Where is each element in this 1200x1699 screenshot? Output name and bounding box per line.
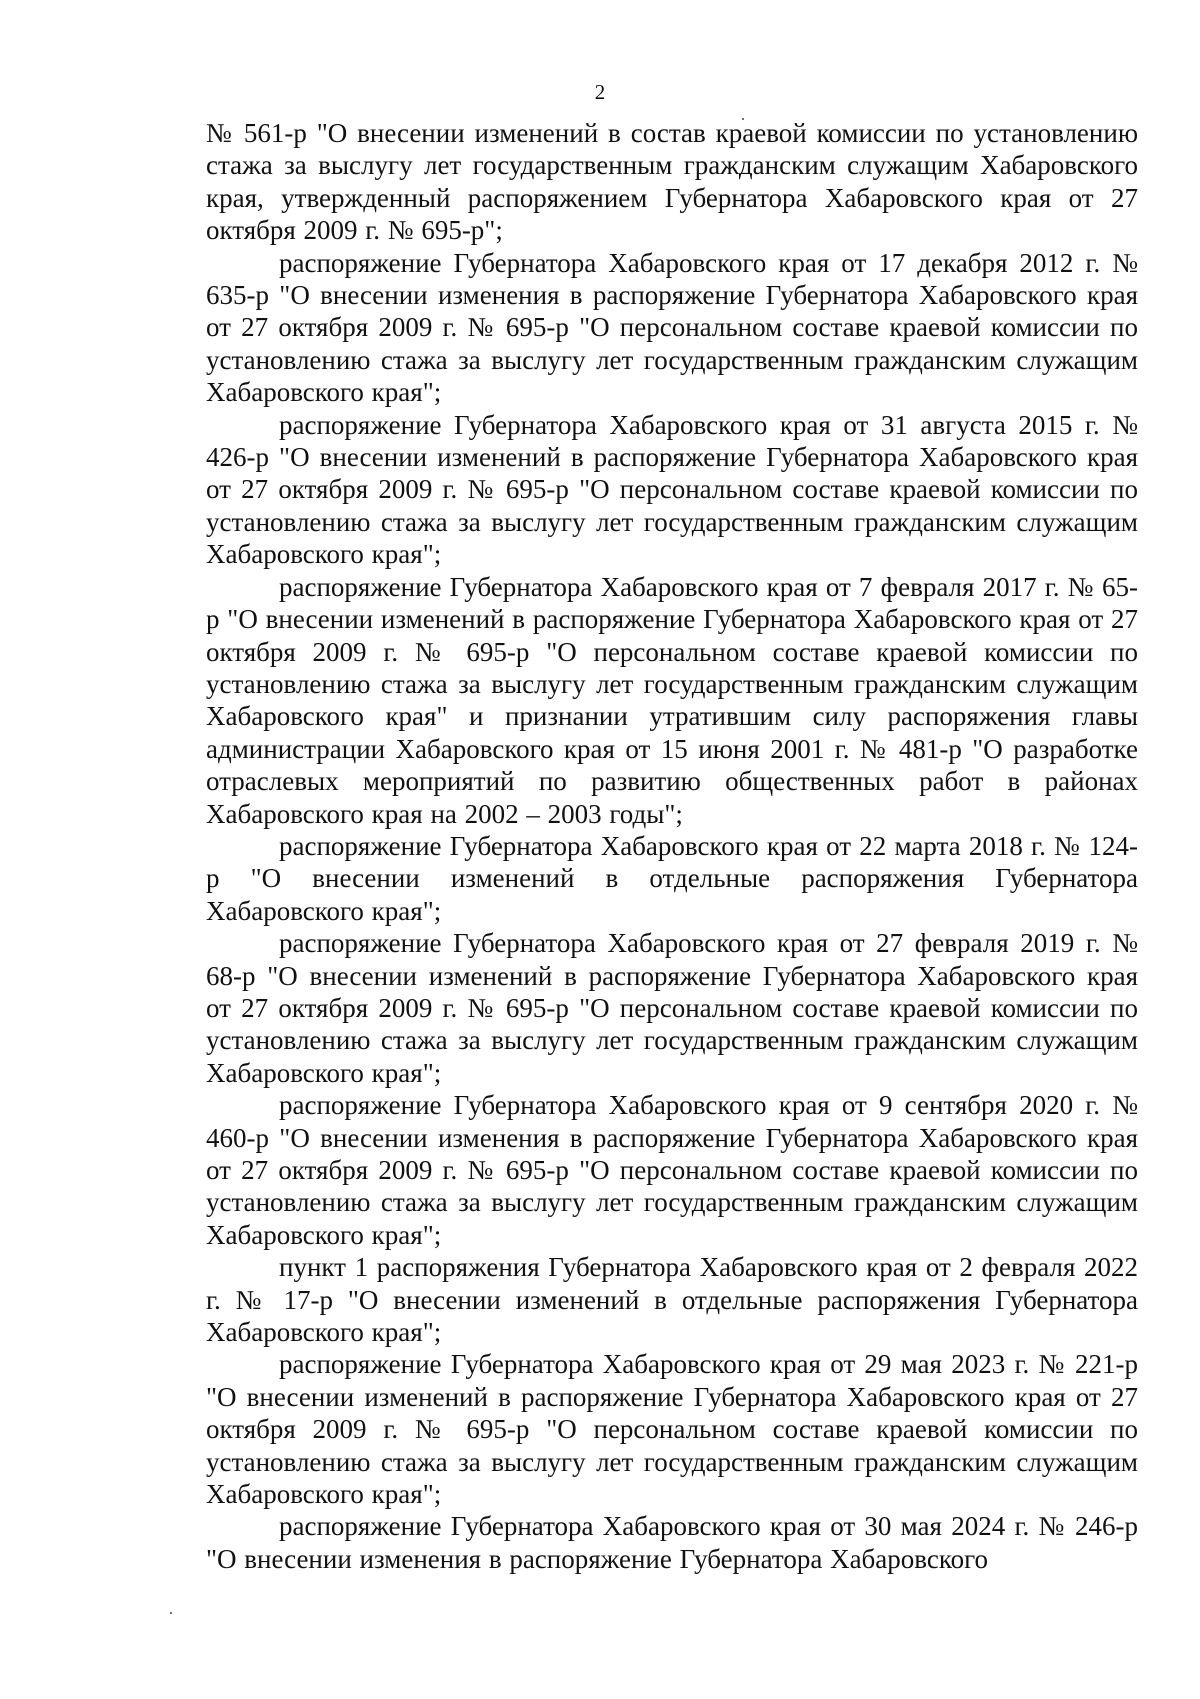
list-item: распоряжение Губернатора Хабаровского края от 30 мая 2024 г. № 246-р "О внесении изменения в распоряжение Губернатора Хабаровского bbox=[206, 1511, 1138, 1574]
list-item: распоряжение Губернатора Хабаровского края от 31 августа 2015 г. № 426-р "О внесении изменений в распоряжение Губернатора Хабаровского края от 27 октября 2009 г. № 695-р "О персональном составе краевой комиссии по установлению стажа за выслугу лет государственным гражданским служащим Хабаровского края"; bbox=[206, 409, 1138, 570]
scan-speck bbox=[170, 1612, 172, 1614]
list-item: распоряжение Губернатора Хабаровского края от 22 марта 2018 г. № 124-р "О внесении изменений в отдельные распоряжения Губернатора Хабаровского края"; bbox=[206, 830, 1138, 926]
list-item: пункт 1 распоряжения Губернатора Хабаровского края от 2 февраля 2022 г. № 17-р "О внесении изменений в отдельные распоряжения Губернатора Хабаровского края"; bbox=[206, 1252, 1138, 1348]
list-item: № 561-р "О внесении изменений в состав краевой комиссии по установлению стажа за выслугу лет государственным гражданским служащим Хабаровского края, утвержденный распоряжением Губернатора Хабаровского края от 27 октября 2009 г. № 695-р"; bbox=[206, 118, 1138, 246]
list-item: распоряжение Губернатора Хабаровского края от 7 февраля 2017 г. № 65-р "О внесении изменений в распоряжение Губернатора Хабаровского края от 27 октября 2009 г. № 695-р "О персональном составе краевой комиссии по установлению стажа за выслугу лет государственным гражданским служащим Хабаровского края" и признании утратившим силу распоряжения главы администрации Хабаровского края от 15 июня 2001 г. № 481-р "О разработке отраслевых мероприятий по развитию общественных работ в районах Хабаровского края на 2002 – 2003 годы"; bbox=[206, 571, 1138, 829]
list-item: распоряжение Губернатора Хабаровского края от 17 декабря 2012 г. № 635-р "О внесении изменения в распоряжение Губернатора Хабаровского края от 27 октября 2009 г. № 695-р "О персональном составе краевой комиссии по установлению стажа за выслугу лет государственным гражданским служащим Хабаровского края"; bbox=[206, 247, 1138, 408]
document-body bbox=[206, 117, 1138, 1575]
list-item: распоряжение Губернатора Хабаровского края от 9 сентября 2020 г. № 460-р "О внесении изменения в распоряжение Губернатора Хабаровского края от 27 октября 2009 г. № 695-р "О персональном составе краевой комиссии по установлению стажа за выслугу лет государственным гражданским служащим Хабаровского края"; bbox=[206, 1090, 1138, 1250]
page-number: 2 bbox=[594, 80, 606, 104]
list-item: распоряжение Губернатора Хабаровского края от 27 февраля 2019 г. № 68-р "О внесении изменений в распоряжение Губернатора Хабаровского края от 27 октября 2009 г. № 695-р "О персональном составе краевой комиссии по установлению стажа за выслугу лет государственным гражданским служащим Хабаровского края"; bbox=[206, 928, 1138, 1088]
list-item: распоряжение Губернатора Хабаровского края от 29 мая 2023 г. № 221-р "О внесении изменений в распоряжение Губернатора Хабаровского края от 27 октября 2009 г. № 695-р "О персональном составе краевой комиссии по установлению стажа за выслугу лет государственным гражданским служащим Хабаровского края"; bbox=[206, 1349, 1138, 1510]
